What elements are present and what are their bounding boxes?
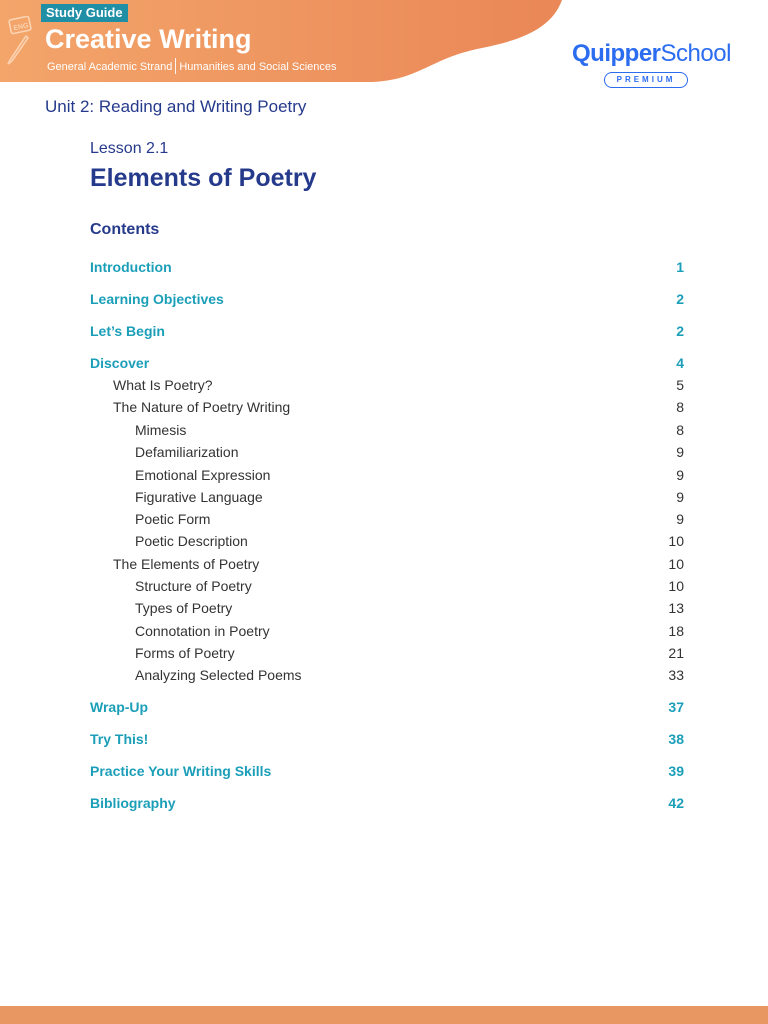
toc-entry[interactable] [0, 487, 684, 507]
strand-divider [175, 58, 176, 74]
study-guide-label: Study Guide [41, 4, 128, 22]
brand-part1: Quipper [572, 40, 661, 67]
toc-entry-page: 8 [676, 422, 684, 438]
strand-line [47, 58, 337, 74]
toc-entry-title: The Elements of Poetry [113, 556, 260, 572]
toc-entry-title: The Nature of Poetry Writing [113, 399, 291, 415]
toc-entry-page: 21 [668, 645, 684, 661]
toc-entry-page: 42 [668, 795, 684, 811]
lesson-number: Lesson 2.1 [90, 140, 169, 157]
toc-entry-title: Practice Your Writing Skills [90, 763, 272, 779]
toc-entry-title: Analyzing Selected Poems [135, 667, 302, 683]
toc-entry[interactable] [0, 793, 684, 813]
toc-entry-page: 10 [668, 578, 684, 594]
toc-entry-page: 9 [676, 511, 684, 527]
toc-entry-title: Let’s Begin [90, 323, 165, 339]
toc-entry-title: What Is Poetry? [113, 377, 213, 393]
badge-text: ENG [12, 22, 30, 33]
toc-entry-page: 18 [668, 623, 684, 639]
toc-entry[interactable] [0, 397, 684, 417]
toc-entry-page: 10 [668, 533, 684, 549]
toc-entry[interactable] [0, 353, 684, 373]
toc-entry-page: 13 [668, 600, 684, 616]
toc-entry-title: Poetic Form [135, 511, 211, 527]
toc-entry[interactable] [0, 531, 684, 551]
toc-entry-page: 2 [676, 323, 684, 339]
brand-part2: School [660, 40, 731, 67]
toc-entry-title: Structure of Poetry [135, 578, 252, 594]
toc-entry-page: 33 [668, 667, 684, 683]
toc-entry[interactable] [0, 420, 684, 440]
toc-entry[interactable] [0, 665, 684, 685]
toc-entry[interactable] [0, 442, 684, 462]
toc-entry-page: 8 [676, 399, 684, 415]
toc-entry[interactable] [0, 321, 684, 341]
toc-entry-title: Discover [90, 355, 150, 371]
toc-entry[interactable] [0, 576, 684, 596]
toc-entry-title: Emotional Expression [135, 467, 271, 483]
toc-entry-title: Learning Objectives [90, 291, 224, 307]
toc-entry-title: Defamiliarization [135, 444, 239, 460]
toc-entry-title: Bibliography [90, 795, 176, 811]
strand-left: General Academic Strand [47, 61, 173, 73]
toc-entry-title: Wrap-Up [90, 699, 149, 715]
toc-entry-title: Try This! [90, 731, 149, 747]
toc-entry[interactable] [0, 509, 684, 529]
toc-entry-title: Introduction [90, 259, 172, 275]
toc-entry-page: 2 [676, 291, 684, 307]
toc-entry[interactable] [0, 621, 684, 641]
toc-entry[interactable] [0, 598, 684, 618]
toc-entry-title: Connotation in Poetry [135, 623, 270, 639]
toc-entry-page: 9 [676, 444, 684, 460]
toc-entry[interactable] [0, 257, 684, 277]
toc-entry[interactable] [0, 643, 684, 663]
toc-entry[interactable] [0, 465, 684, 485]
toc-entry[interactable] [0, 697, 684, 717]
toc-entry-page: 5 [676, 377, 684, 393]
unit-title: Unit 2: Reading and Writing Poetry [45, 97, 307, 116]
toc-entry[interactable] [0, 554, 684, 574]
brand-logo [572, 40, 731, 68]
toc-entry[interactable] [0, 375, 684, 395]
contents-heading: Contents [90, 221, 160, 238]
toc-entry-title: Mimesis [135, 422, 187, 438]
toc-entry-page: 39 [668, 763, 684, 779]
toc-entry-title: Figurative Language [135, 489, 263, 505]
strand-right: Humanities and Social Sciences [179, 61, 337, 73]
toc-entry-title: Forms of Poetry [135, 645, 235, 661]
toc-entry-page: 38 [668, 731, 684, 747]
toc-entry-page: 4 [676, 355, 684, 371]
toc-entry-title: Poetic Description [135, 533, 248, 549]
toc-entry-page: 37 [668, 699, 684, 715]
toc-entry-page: 9 [676, 467, 684, 483]
toc-entry-title: Types of Poetry [135, 600, 233, 616]
lesson-title: Elements of Poetry [90, 164, 317, 192]
toc-entry[interactable] [0, 761, 684, 781]
premium-badge: PREMIUM [604, 72, 688, 88]
toc-entry-page: 1 [676, 259, 684, 275]
toc-entry-page: 10 [668, 556, 684, 572]
footer-bar [0, 1006, 768, 1024]
english-subject-icon [4, 16, 36, 66]
toc-entry[interactable] [0, 729, 684, 749]
toc-entry-page: 9 [676, 489, 684, 505]
course-title: Creative Writing [45, 24, 252, 54]
toc-entry[interactable] [0, 289, 684, 309]
